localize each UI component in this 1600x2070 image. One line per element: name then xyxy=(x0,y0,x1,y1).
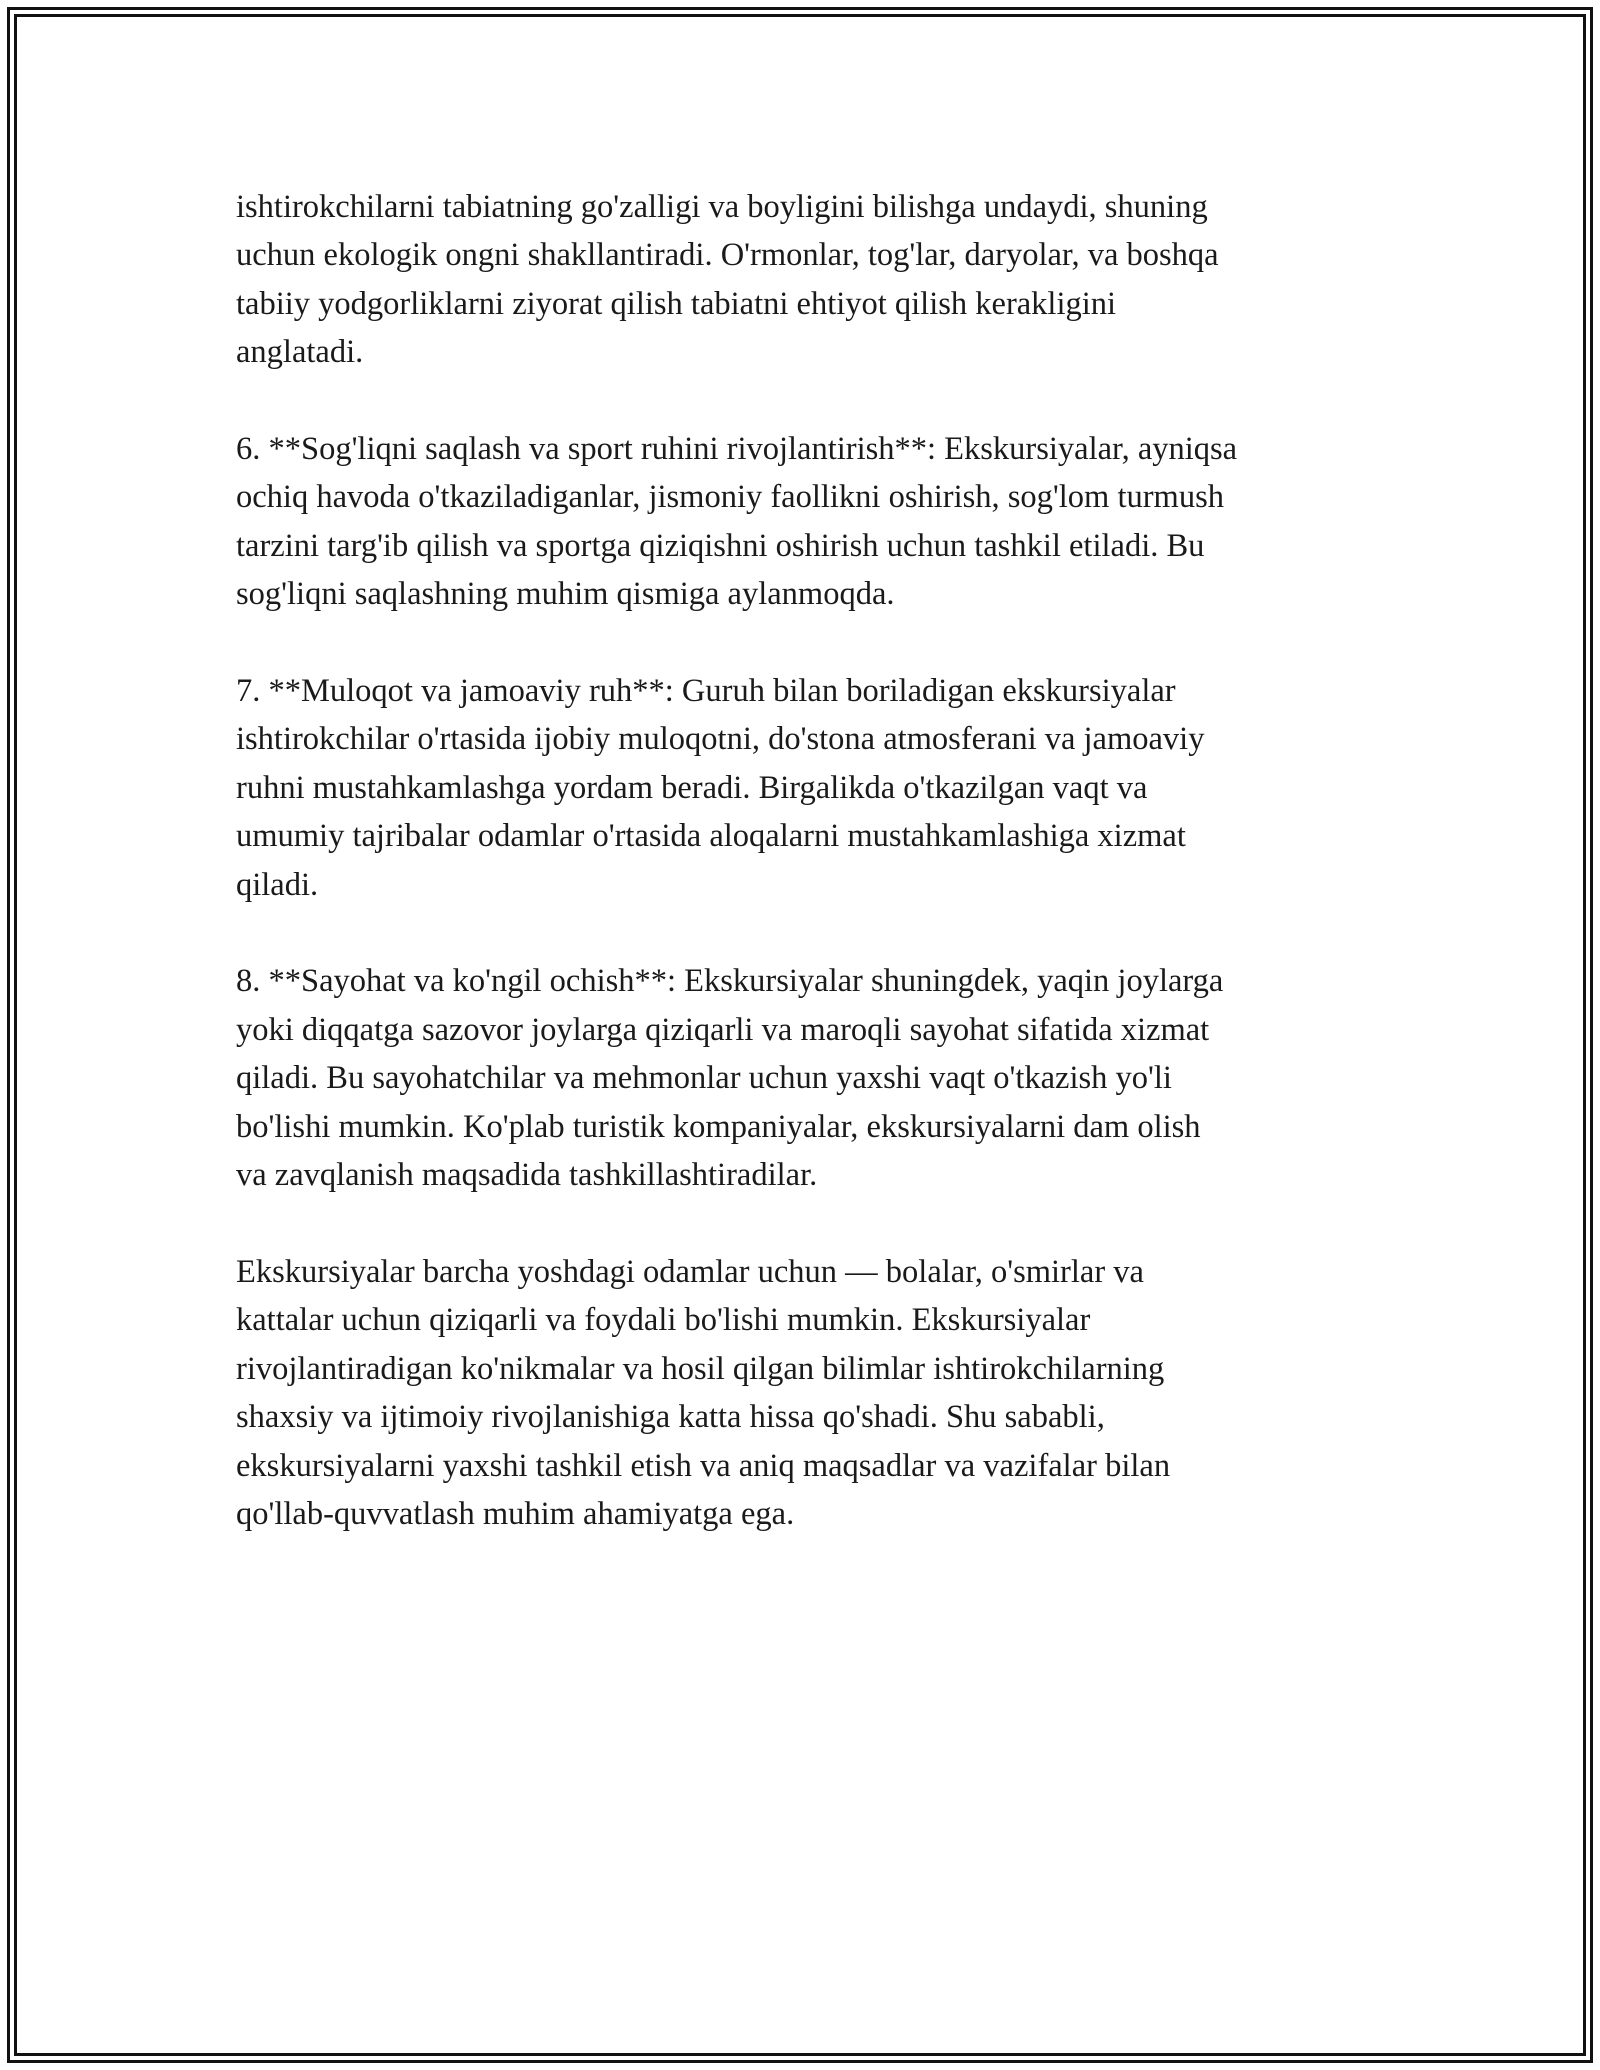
text-line: qo'llab-quvvatlash muhim ahamiyatga ega. xyxy=(236,1495,795,1532)
text-line: ishtirokchilar o'rtasida ijobiy muloqotni, do'stona atmosferani va jamoaviy xyxy=(236,721,1205,758)
text-line: 8. **Sayohat va ko'ngil ochish**: Ekskursiyalar shuningdek, yaqin joylarga xyxy=(236,963,1224,1000)
text-line: kattalar uchun qiziqarli va foydali bo'lishi mumkin. Ekskursiyalar xyxy=(236,1302,1091,1339)
text-line: ruhni mustahkamlashga yordam beradi. Birgalikda o'tkazilgan vaqt va xyxy=(236,769,1148,806)
text-line: shaxsiy va ijtimoiy rivojlanishiga katta hissa qo'shadi. Shu sababli, xyxy=(236,1399,1105,1436)
text-line: ekskursiyalarni yaxshi tashkil etish va aniq maqsadlar va vazifalar bilan xyxy=(236,1447,1171,1484)
text-line: Ekskursiyalar barcha yoshdagi odamlar uchun — bolalar, o'smirlar va xyxy=(236,1253,1144,1290)
paragraph-conclusion xyxy=(236,1248,1386,1538)
text-line: bo'lishi mumkin. Ko'plab turistik kompaniyalar, ekskursiyalarni dam olish xyxy=(236,1108,1201,1145)
text-line: yoki diqqatga sazovor joylarga qiziqarli va maroqli sayohat sifatida xizmat xyxy=(236,1011,1210,1048)
text-line: 6. **Sog'liqni saqlash va sport ruhini rivojlantirish**: Ekskursiyalar, ayniqsa xyxy=(236,431,1238,468)
text-line: rivojlantiradigan ko'nikmalar va hosil qilgan bilimlar ishtirokchilarning xyxy=(236,1350,1165,1387)
text-line: tarzini targ'ib qilish va sportga qiziqishni oshirish uchun tashkil etiladi. Bu xyxy=(236,527,1205,564)
text-line: uchun ekologik ongni shakllantiradi. O'rmonlar, tog'lar, daryolar, va boshqa xyxy=(236,237,1219,274)
text-line: anglatadi. xyxy=(236,334,364,371)
text-line: tabiiy yodgorliklarni ziyorat qilish tabiatni ehtiyot qilish kerakligini xyxy=(236,285,1117,322)
text-line: ochiq havoda o'tkaziladiganlar, jismoniy faollikni oshirish, sog'lom turmush xyxy=(236,479,1224,516)
paragraph-item-6-health-sport xyxy=(236,425,1386,619)
paragraph-item-7-communication xyxy=(236,667,1386,909)
text-line: 7. **Muloqot va jamoaviy ruh**: Guruh bilan boriladigan ekskursiyalar xyxy=(236,673,1176,710)
text-line: sog'liqni saqlashning muhim qismiga aylanmoqda. xyxy=(236,576,895,613)
document-body xyxy=(236,183,1386,1587)
paragraph-ecology-continued xyxy=(236,183,1386,377)
text-line: va zavqlanish maqsadida tashkillashtiradilar. xyxy=(236,1157,818,1194)
text-line: qiladi. xyxy=(236,866,319,903)
text-line: qiladi. Bu sayohatchilar va mehmonlar uchun yaxshi vaqt o'tkazish yo'li xyxy=(236,1060,1172,1097)
text-line: ishtirokchilarni tabiatning go'zalligi va boyligini bilishga undaydi, shuning xyxy=(236,189,1208,225)
text-line: umumiy tajribalar odamlar o'rtasida aloqalarni mustahkamlashiga xizmat xyxy=(236,818,1186,855)
paragraph-item-8-travel-leisure xyxy=(236,957,1386,1199)
